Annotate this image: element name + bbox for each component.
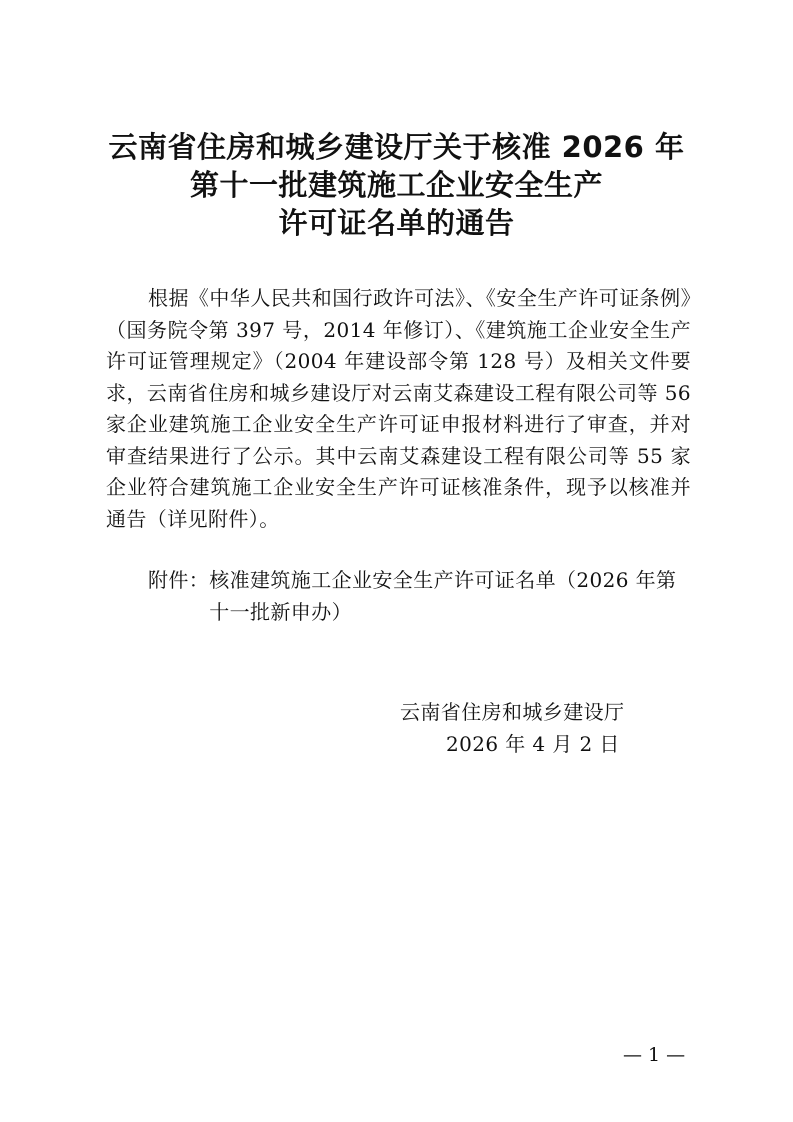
body-paragraph: 根据《中华人民共和国行政许可法》、《安全生产许可证条例》（国务院令第 397 号，2014 年修订）、《建筑施工企业安全生产许可证管理规定》（2004 年建设部令第 128 号）及相关文件要求，云南省住房和城乡建设厅对云南艾森建设工程有限公司等 56 家企业建筑施工企业安全生产许可证申报材料进行了审查，并对审查结果进行了公示。其中云南艾森建设工程有限公司等 55 家企业符合建筑施工企业安全生产许可证核准条件，现予以核准并通告（详见附件）。 [106, 286, 691, 531]
issuing-organization: 云南省住房和城乡建设厅 [400, 700, 625, 724]
attachment-text: 核准建筑施工企业安全生产许可证名单（2026 年第十一批新申办） [209, 568, 677, 624]
page-number: — 1 — [623, 1044, 686, 1066]
attachment-note [148, 565, 696, 628]
title-line: 许可证名单的通告 [278, 206, 515, 240]
document-title [0, 128, 793, 242]
title-line: 第十一批建筑施工企业安全生产 [189, 168, 603, 202]
title-line: 云南省住房和城乡建设厅关于核准 2026 年 [108, 130, 685, 164]
attachment-label: 附件： [148, 568, 210, 592]
issue-date: 2026 年 4 月 2 日 [446, 731, 620, 756]
signature-block [400, 697, 700, 760]
